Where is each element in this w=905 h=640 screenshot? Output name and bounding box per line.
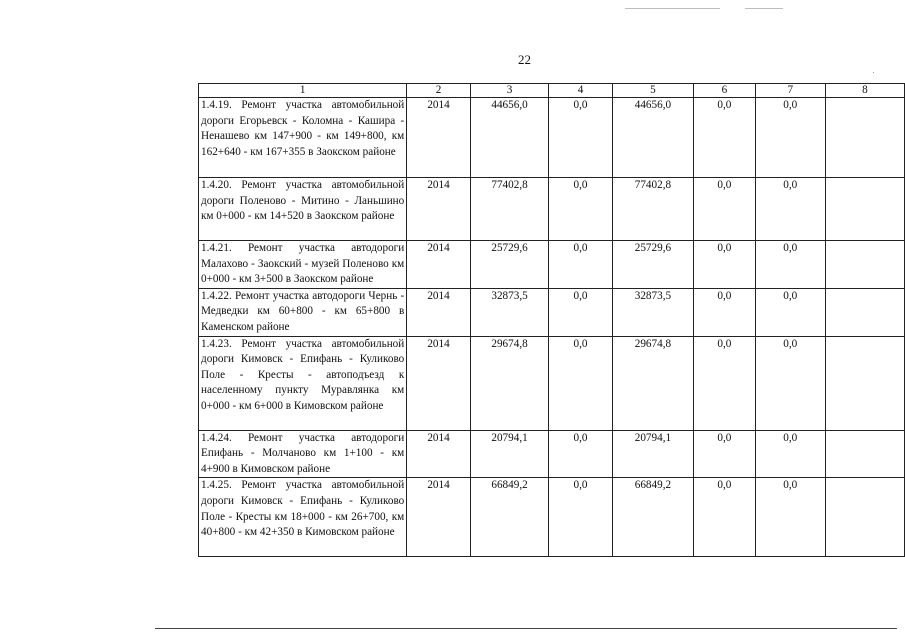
item-value: 0,0 bbox=[549, 478, 612, 557]
item-description: 1.4.19. Ремонт участка автомобильной дороги Егорьевск - Коломна - Кашира - Ненашево км 147+900 - км 149+800, км 162+640 - км 167+355 в Заокском районе bbox=[199, 98, 407, 178]
item-value: 44656,0 bbox=[470, 98, 549, 178]
item-value bbox=[825, 288, 904, 336]
item-value: 32873,5 bbox=[470, 288, 549, 336]
scan-artifact bbox=[745, 8, 783, 9]
item-value: 0,0 bbox=[549, 241, 612, 289]
item-value: 0,0 bbox=[549, 288, 612, 336]
item-year: 2014 bbox=[407, 241, 471, 289]
item-year: 2014 bbox=[407, 430, 471, 478]
item-value: 0,0 bbox=[755, 430, 825, 478]
scan-artifact bbox=[625, 8, 720, 9]
item-value: 0,0 bbox=[694, 178, 755, 241]
table-header-row bbox=[199, 84, 905, 98]
table-row bbox=[199, 288, 905, 336]
item-description: 1.4.23. Ремонт участка автомобильной дороги Кимовск - Епифань - Куликово Поле - Кресты - автоподъезд к населенному пункту Муравлянка км 0+000 - км 6+000 в Кимовском районе bbox=[199, 336, 407, 430]
item-value: 66849,2 bbox=[470, 478, 549, 557]
table-row bbox=[199, 98, 905, 178]
item-value: 66849,2 bbox=[612, 478, 693, 557]
item-value: 0,0 bbox=[694, 478, 755, 557]
item-value bbox=[825, 178, 904, 241]
item-value: 77402,8 bbox=[470, 178, 549, 241]
item-value: 0,0 bbox=[755, 241, 825, 289]
item-description: 1.4.21. Ремонт участка автодороги Малахово - Заокский - музей Поленово км 0+000 - км 3+500 в Заокском районе bbox=[199, 241, 407, 289]
item-value: 0,0 bbox=[755, 336, 825, 430]
item-value bbox=[825, 241, 904, 289]
item-value: 0,0 bbox=[694, 241, 755, 289]
item-value: 0,0 bbox=[694, 430, 755, 478]
column-header: 2 bbox=[407, 84, 471, 98]
item-value: 32873,5 bbox=[612, 288, 693, 336]
column-header: 5 bbox=[612, 84, 693, 98]
table-row bbox=[199, 430, 905, 478]
item-value bbox=[825, 98, 904, 178]
item-value: 0,0 bbox=[549, 98, 612, 178]
item-description: 1.4.20. Ремонт участка автомобильной дороги Поленово - Митино - Ланьшино км 0+000 - км 14+520 в Заокском районе bbox=[199, 178, 407, 241]
item-value bbox=[825, 336, 904, 430]
table-row bbox=[199, 178, 905, 241]
item-description: 1.4.24. Ремонт участка автодороги Епифань - Молчаново км 1+100 - км 4+900 в Кимовском районе bbox=[199, 430, 407, 478]
item-year: 2014 bbox=[407, 288, 471, 336]
item-value: 25729,6 bbox=[612, 241, 693, 289]
item-value: 44656,0 bbox=[612, 98, 693, 178]
budget-table bbox=[198, 83, 905, 557]
column-header: 8 bbox=[825, 84, 904, 98]
item-value bbox=[825, 430, 904, 478]
item-value: 25729,6 bbox=[470, 241, 549, 289]
item-description: 1.4.25. Ремонт участка автомобильной дороги Кимовск - Епифань - Куликово Поле - Кресты км 18+000 - км 26+700, км 40+800 - км 42+350 в Кимовском районе bbox=[199, 478, 407, 557]
item-year: 2014 bbox=[407, 178, 471, 241]
table-row bbox=[199, 478, 905, 557]
table-row bbox=[199, 241, 905, 289]
item-value: 29674,8 bbox=[612, 336, 693, 430]
column-header: 3 bbox=[470, 84, 549, 98]
item-value: 0,0 bbox=[549, 430, 612, 478]
scan-artifact bbox=[873, 72, 874, 73]
column-header: 1 bbox=[199, 84, 407, 98]
bottom-rule bbox=[155, 628, 897, 629]
item-value: 0,0 bbox=[755, 288, 825, 336]
table-row bbox=[199, 336, 905, 430]
item-description: 1.4.22. Ремонт участка автодороги Чернь - Медведки км 60+800 - км 65+800 в Каменском районе bbox=[199, 288, 407, 336]
column-header: 6 bbox=[694, 84, 755, 98]
item-value: 0,0 bbox=[694, 288, 755, 336]
column-header: 4 bbox=[549, 84, 612, 98]
item-value: 0,0 bbox=[549, 336, 612, 430]
column-header: 7 bbox=[755, 84, 825, 98]
item-value: 0,0 bbox=[549, 178, 612, 241]
item-year: 2014 bbox=[407, 478, 471, 557]
item-year: 2014 bbox=[407, 336, 471, 430]
item-year: 2014 bbox=[407, 98, 471, 178]
item-value: 0,0 bbox=[694, 98, 755, 178]
item-value: 0,0 bbox=[694, 336, 755, 430]
item-value: 29674,8 bbox=[470, 336, 549, 430]
item-value: 0,0 bbox=[755, 478, 825, 557]
page-number: 22 bbox=[518, 52, 531, 67]
item-value: 0,0 bbox=[755, 98, 825, 178]
item-value: 20794,1 bbox=[612, 430, 693, 478]
item-value: 77402,8 bbox=[612, 178, 693, 241]
item-value: 20794,1 bbox=[470, 430, 549, 478]
item-value bbox=[825, 478, 904, 557]
item-value: 0,0 bbox=[755, 178, 825, 241]
